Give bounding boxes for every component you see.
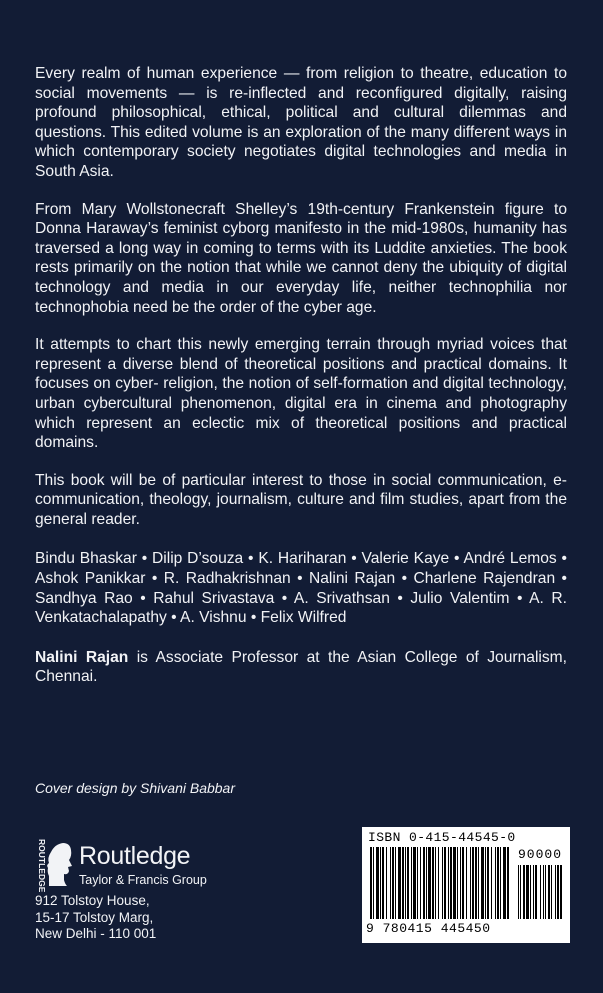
blurb-paragraph-3: It attempts to chart this newly emerging terrain through myriad voices that represent a diverse blend of theoretical positions and practical domains. It focuses on cyber- religion, the notion of self-formation and digital technology, urban cybercultural phenomenon, digital era in cinema and photography which represent an eclectic mix of theoretical positions and practical domains. [35,336,567,452]
publisher-group: Taylor & Francis Group [79,873,207,887]
address-line-1: 912 Tolstoy House, [35,893,150,908]
isbn-barcode [362,827,570,943]
editor-bio [35,648,567,687]
back-cover-text [35,64,567,705]
contributors-list: Bindu Bhaskar • Dilip D’souza • K. Hariharan • Valerie Kaye • André Lemos • Ashok Panikkar • R. Radhakrishnan • Nalini Rajan • Charlene Rajendran • Sandhya Rao • Rahul Srivastava • A. Srivathsan • Julio Valentim • A. R. Venkatachalapathy • A. Vishnu • Felix Wilfred [35,550,567,627]
editor-name: Nalini Rajan [35,648,129,666]
barcode-bars [368,847,564,921]
price-code: 90000 [517,847,562,862]
address-line-3: New Delhi - 110 001 [35,926,157,941]
publisher-address [35,893,156,943]
isbn-number: ISBN 0-415-44545-0 [368,830,516,845]
blurb-paragraph-4: This book will be of particular interest to those in social communication, e-communication, theology, journalism, culture and film studies, apart from the general reader. [35,471,567,528]
publisher-vertical-mark: ROUTLEDGE [37,839,47,892]
editor-bio-text: is Associate Professor at the Asian College of Journalism, Chennai. [35,648,567,686]
blurb-paragraph-2: From Mary Wollstonecraft Shelley’s 19th-century Frankenstein figure to Donna Haraway’s feminist cyborg manifesto in the mid-1980s, humanity has traversed a long way in coming to terms with its Luddite anxieties. The book rests primarily on the notion that while we cannot deny the ubiquity of digital technology and media in our everyday life, neither technophilia nor technophobia need be the order of the cyber age. [35,200,567,316]
ean-digits: 9 780415 445450 [366,921,491,936]
publisher-name: Routledge [79,842,191,870]
blurb-paragraph-1: Every realm of human experience — from religion to theatre, education to social movements — is re-inflected and reconfigured digitally, raising profound philosophical, ethical, political and cultural dilemmas and questions. This edited volume is an exploration of the many different ways in which contemporary society negotiates digital technologies and media in South Asia. [35,65,567,180]
address-line-2: 15-17 Tolstoy Marg, [35,909,154,925]
routledge-head-icon [33,836,73,892]
publisher-logo [33,836,233,896]
cover-credit: Cover design by Shivani Babbar [35,780,236,796]
